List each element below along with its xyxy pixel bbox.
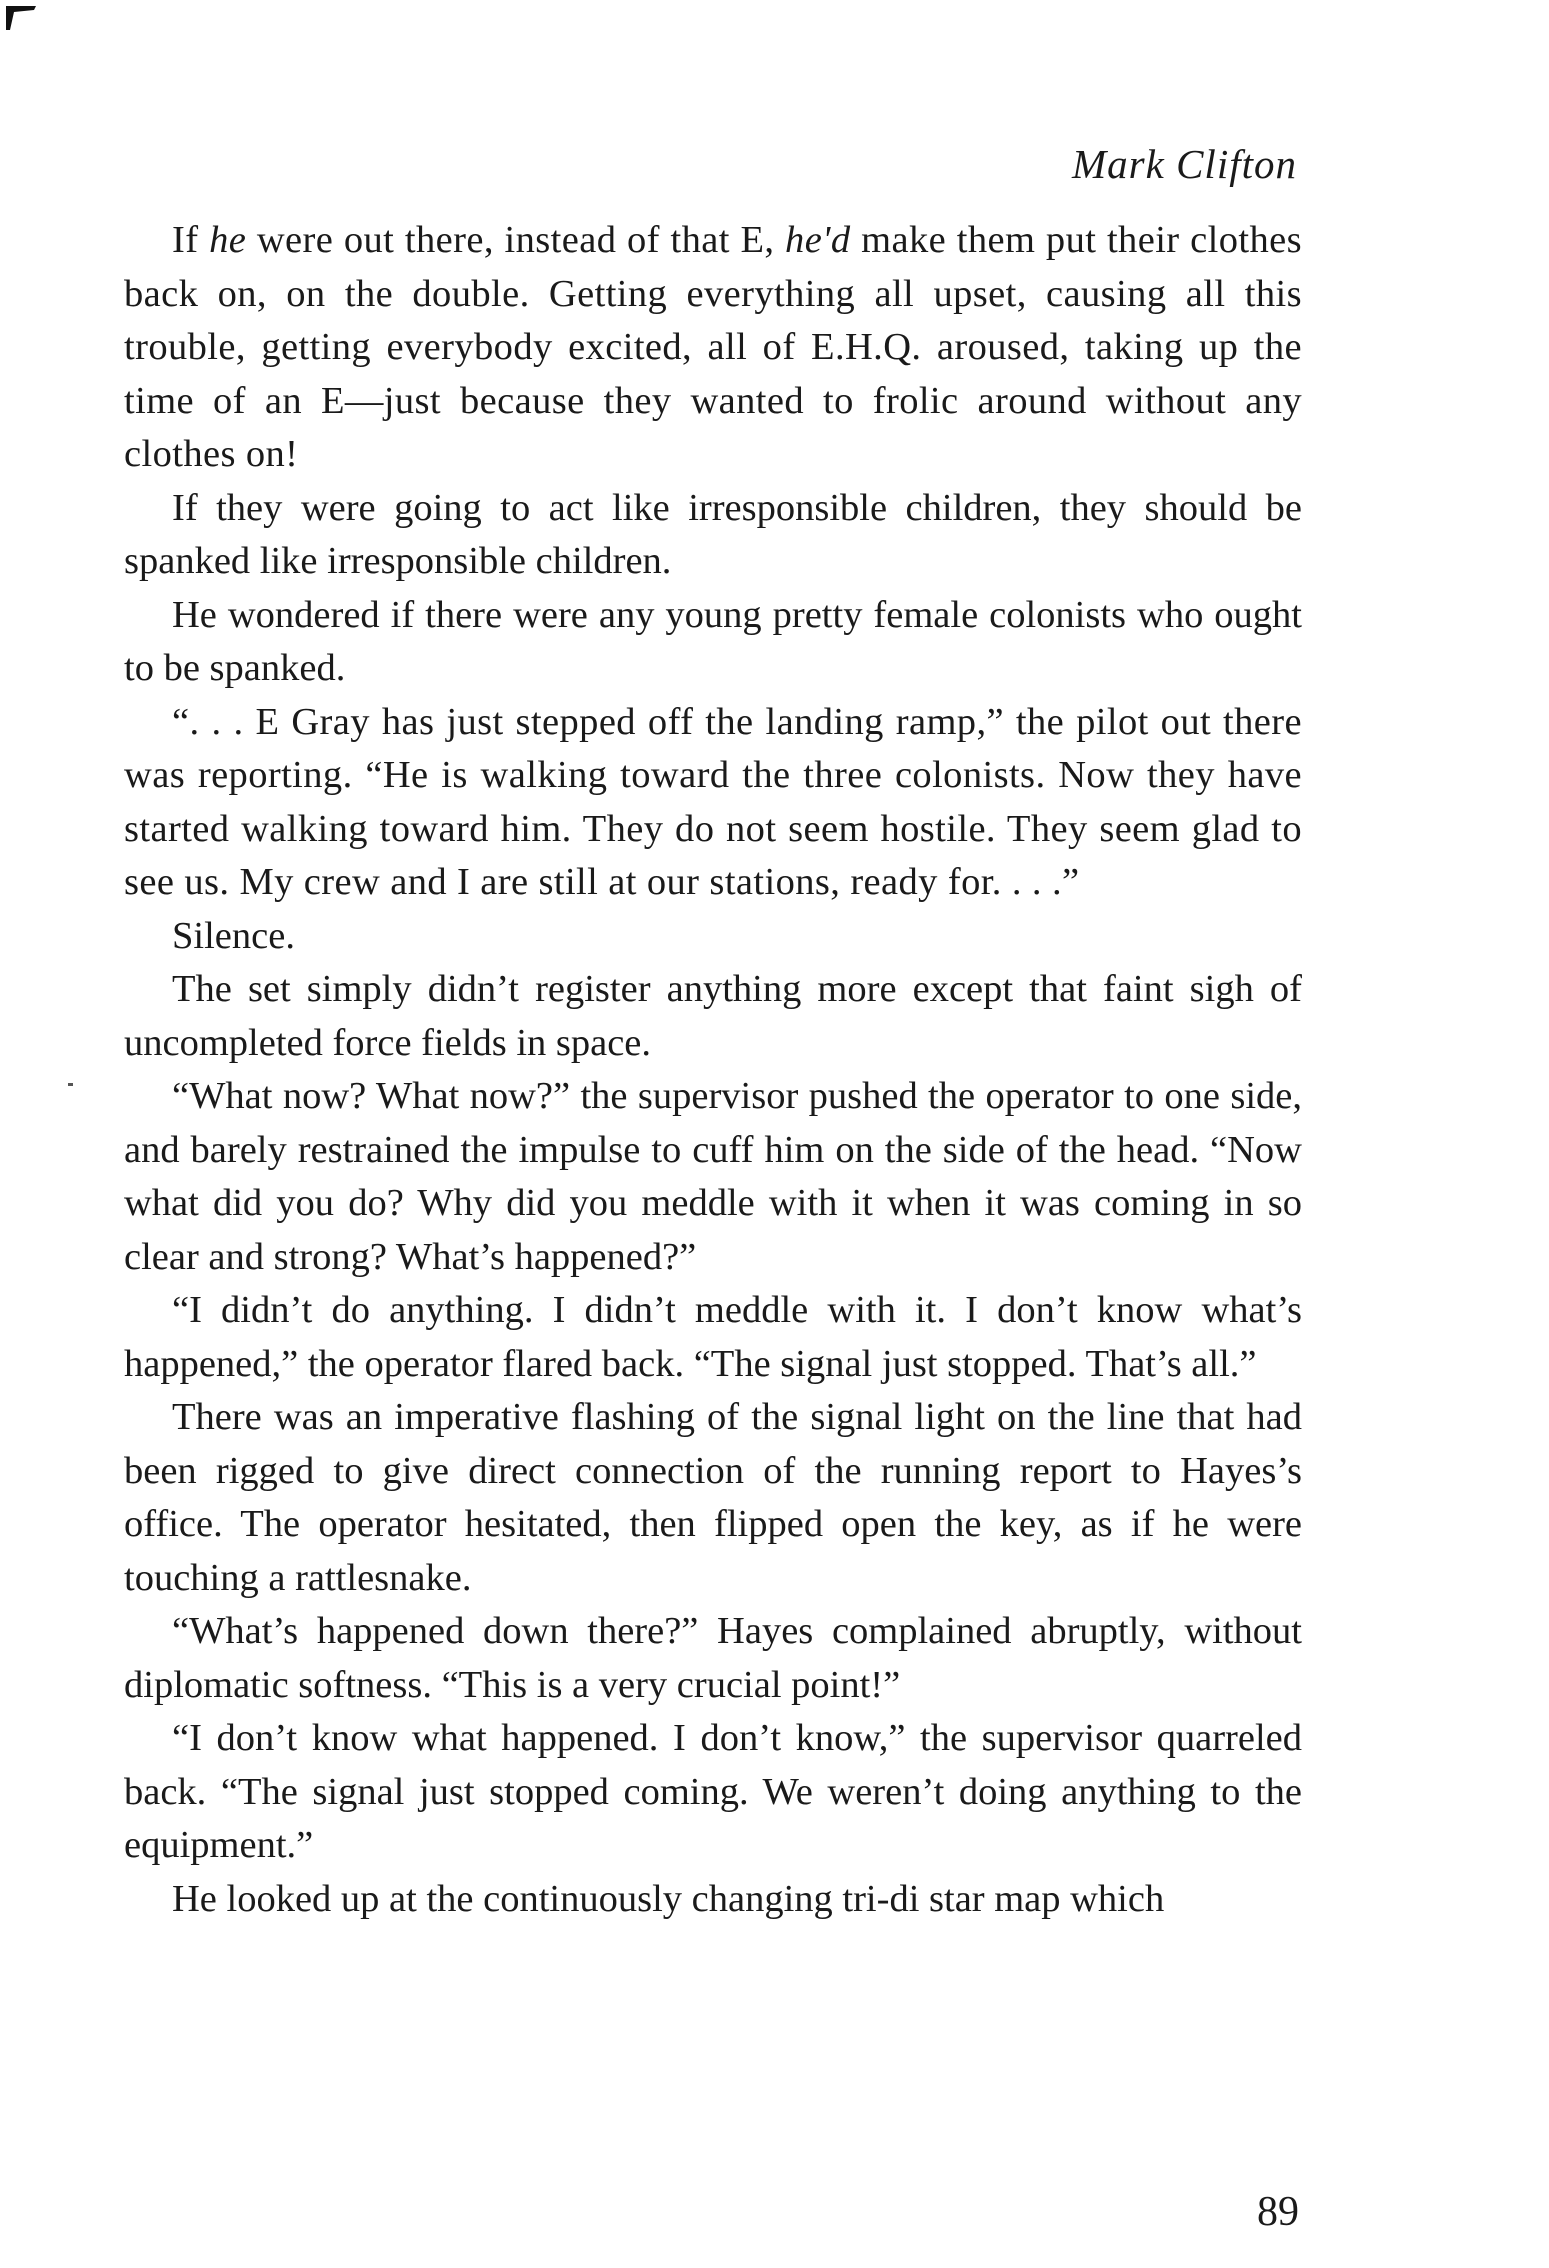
margin-mark	[68, 1083, 73, 1086]
running-head: Mark Clifton	[1072, 141, 1297, 187]
paragraph: “I don’t know what happened. I don’t know,” the supervisor quarreled back. “The signal just stopped coming. We weren’t doing anything to the equipment.”	[124, 1717, 1302, 1866]
paragraph	[124, 214, 1302, 482]
emphasis: he	[209, 219, 247, 261]
paragraph: “I didn’t do anything. I didn’t meddle with it. I don’t know what’s happened,” the operator flared back. “The signal just stopped. That’s all.”	[124, 1289, 1302, 1385]
body-text	[124, 214, 1302, 1926]
text-run: make them put their clothes back on, on the double. Getting everything all upset, causing all this trouble, getting everybody excited, all of E.H.Q. aroused, taking up the time of an E—just because they wanted to frolic around without any clothes on!	[124, 219, 1302, 475]
paragraph: If they were going to act like irresponsible children, they should be spanked like irresponsible children.	[124, 486, 1302, 582]
paragraph: He looked up at the continuously changing tri-di star map which	[172, 1877, 1165, 1920]
paragraph: He wondered if there were any young pretty female colonists who ought to be spanked.	[124, 593, 1302, 689]
emphasis: he'd	[785, 219, 851, 261]
paragraph: “What’s happened down there?” Hayes complained abruptly, without diplomatic softness. “This is a very crucial point!”	[124, 1610, 1302, 1706]
corner-mark-icon	[4, 4, 38, 32]
paragraph: The set simply didn’t register anything more except that faint sigh of uncompleted force fields in space.	[124, 968, 1302, 1064]
paragraph: Silence.	[172, 914, 295, 957]
page-number: 89	[1257, 2189, 1299, 2235]
paragraph: “. . . E Gray has just stepped off the landing ramp,” the pilot out there was reporting. “He is walking toward the three colonists. Now they have started walking toward him. They do not seem hostile. They seem glad to see us. My crew and I are still at our stations, ready for. . . .”	[124, 700, 1302, 903]
text-run: If	[172, 219, 210, 261]
paragraph: “What now? What now?” the supervisor pushed the operator to one side, and barely restrained the impulse to cuff him on the side of the head. “Now what did you do? Why did you meddle with it when it was coming in so clear and strong? What’s happened?”	[124, 1075, 1302, 1278]
text-run: were out there, instead of that E,	[246, 219, 786, 261]
paragraph: There was an imperative flashing of the signal light on the line that had been rigged to give direct connection of the running report to Hayes’s office. The operator hesitated, then flipped open the key, as if he were touching a rattlesnake.	[124, 1396, 1302, 1599]
